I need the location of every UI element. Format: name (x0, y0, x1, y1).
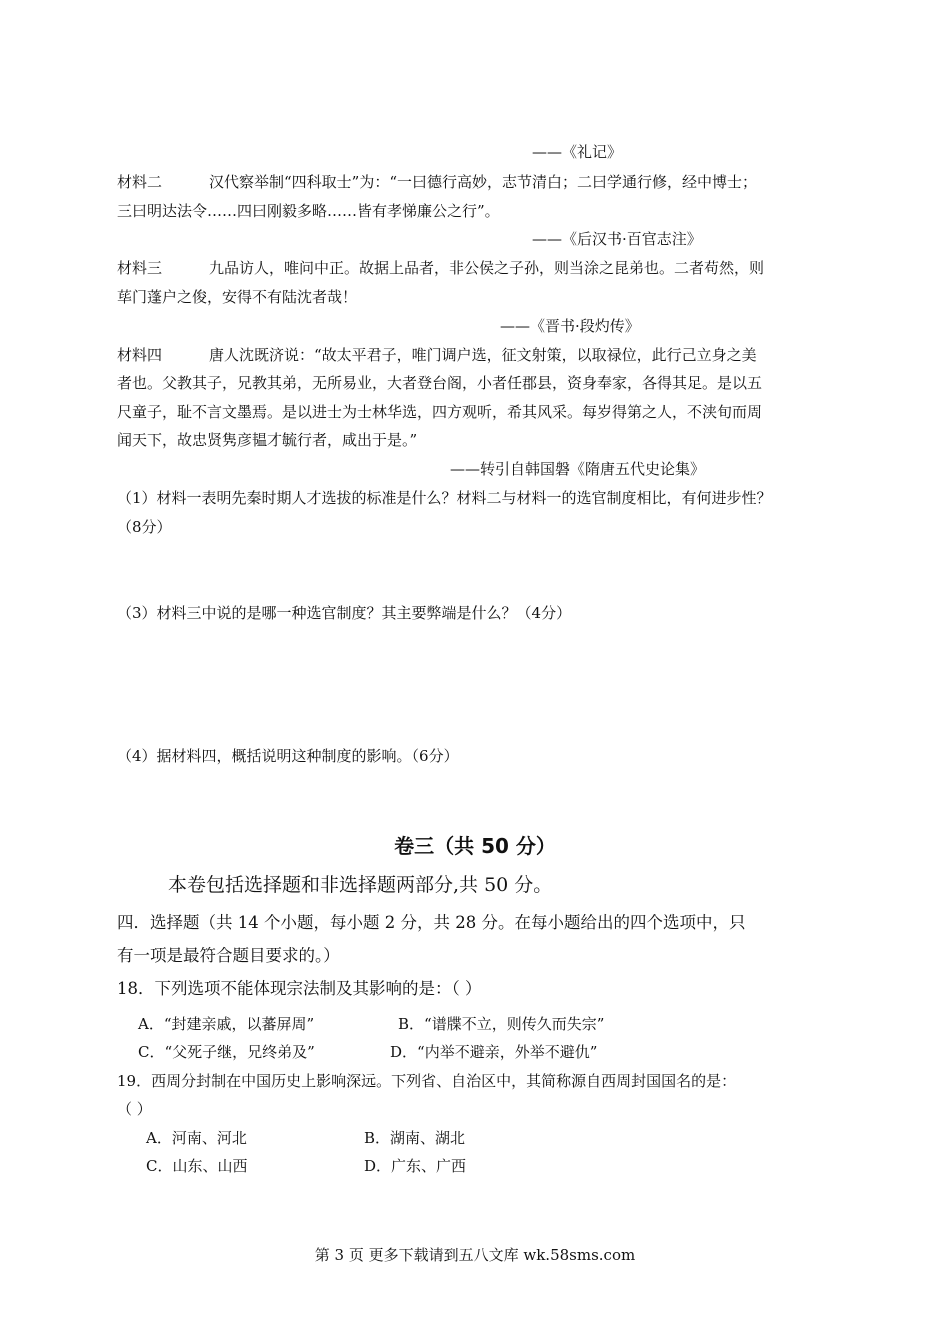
material3-source: ——《晋书·段灼传》 (500, 317, 640, 335)
material4-line1 (117, 345, 757, 365)
material2-text: 汉代察举制“四科取士”为：“一曰德行高妙，志节清白；二曰学通行修，经中博士； (209, 173, 758, 191)
material4-line2: 者也。父教其子，兄教其弟，无所易业，大者登台阁，小者任郡县，资身奉家，各得其足。是以五 (117, 374, 763, 392)
material3-text: 九品访人，唯问中正。故据上品者，非公侯之子孙，则当涂之昆弟也。二者苟然，则 (209, 259, 765, 277)
question1-line2: （8分） (117, 518, 172, 536)
question4: （4）据材料四，概括说明这种制度的影响。（6分） (117, 747, 459, 765)
material2-source: ——《后汉书·百官志注》 (532, 230, 702, 248)
material2-label: 材料二 (117, 173, 163, 191)
q19-option-c: C．山东、山西 (146, 1157, 248, 1175)
q19-option-b: B．湖南、湖北 (364, 1129, 466, 1147)
material4-label: 材料四 (117, 346, 163, 364)
question3: （3）材料三中说的是哪一种选官制度？其主要弊端是什么？（4分） (117, 604, 572, 622)
part4-line2: 有一项是最符合题目要求的。） (117, 946, 340, 965)
material3-line1 (117, 258, 764, 278)
question1-line1: （1）材料一表明先秦时期人才选拔的标准是什么？材料二与材料一的选官制度相比，有何进步性？ (117, 489, 772, 507)
part4-line1: 四．选择题（共 14 个小题，每小题 2 分，共 28 分。在每小题给出的四个选项中，只 (117, 913, 746, 932)
q18-option-d: D．“内举不避亲，外举不避仇” (390, 1043, 598, 1061)
q19-option-a: A．河南、河北 (146, 1129, 247, 1147)
q18-stem: 18．下列选项不能体现宗法制及其影响的是：（ ） (117, 979, 482, 998)
material3-line2: 荜门蓬户之俊，安得不有陆沈者哉！ (117, 288, 358, 306)
q18-option-a: A．“封建亲戚，以蕃屏周” (138, 1015, 315, 1033)
q18-option-b: B．“谱牒不立，则传久而失宗” (398, 1015, 605, 1033)
page-footer: 第 3 页 更多下载请到五八文库 wk.58sms.com (314, 1246, 636, 1264)
q19-stem: 19．西周分封制在中国历史上影响深远。下列省、自治区中，其简称源自西周封国国名的是： (117, 1072, 737, 1090)
material4-line4: 闻天下，故忠贤隽彦韫才毓行者，咸出于是。” (117, 431, 418, 449)
material4-line3: 尺童子，耻不言文墨焉。是以进士为士林华选，四方观听，希其风采。每岁得第之人，不浃旬而周 (117, 403, 763, 421)
q18-option-c: C．“父死子继，兄终弟及” (138, 1043, 315, 1061)
material4-text: 唐人沈既济说：“故太平君子，唯门调户选，征文射策，以取禄位，此行己立身之美 (209, 346, 757, 364)
section3-intro: 本卷包括选择题和非选择题两部分,共 50 分。 (168, 874, 553, 896)
section3-title: 卷三（共 50 分） (394, 834, 556, 858)
material4-source: ——转引自韩国磐《隋唐五代史论集》 (450, 460, 706, 478)
material1-source: ——《礼记》 (532, 143, 623, 161)
q19-option-d: D．广东、广西 (364, 1157, 467, 1175)
material2-line1 (117, 172, 757, 192)
q19-paren: （ ） (117, 1100, 152, 1118)
material3-label: 材料三 (117, 259, 163, 277)
material2-line2: 三曰明达法令……四曰刚毅多略……皆有孝悌廉公之行”。 (117, 202, 500, 220)
